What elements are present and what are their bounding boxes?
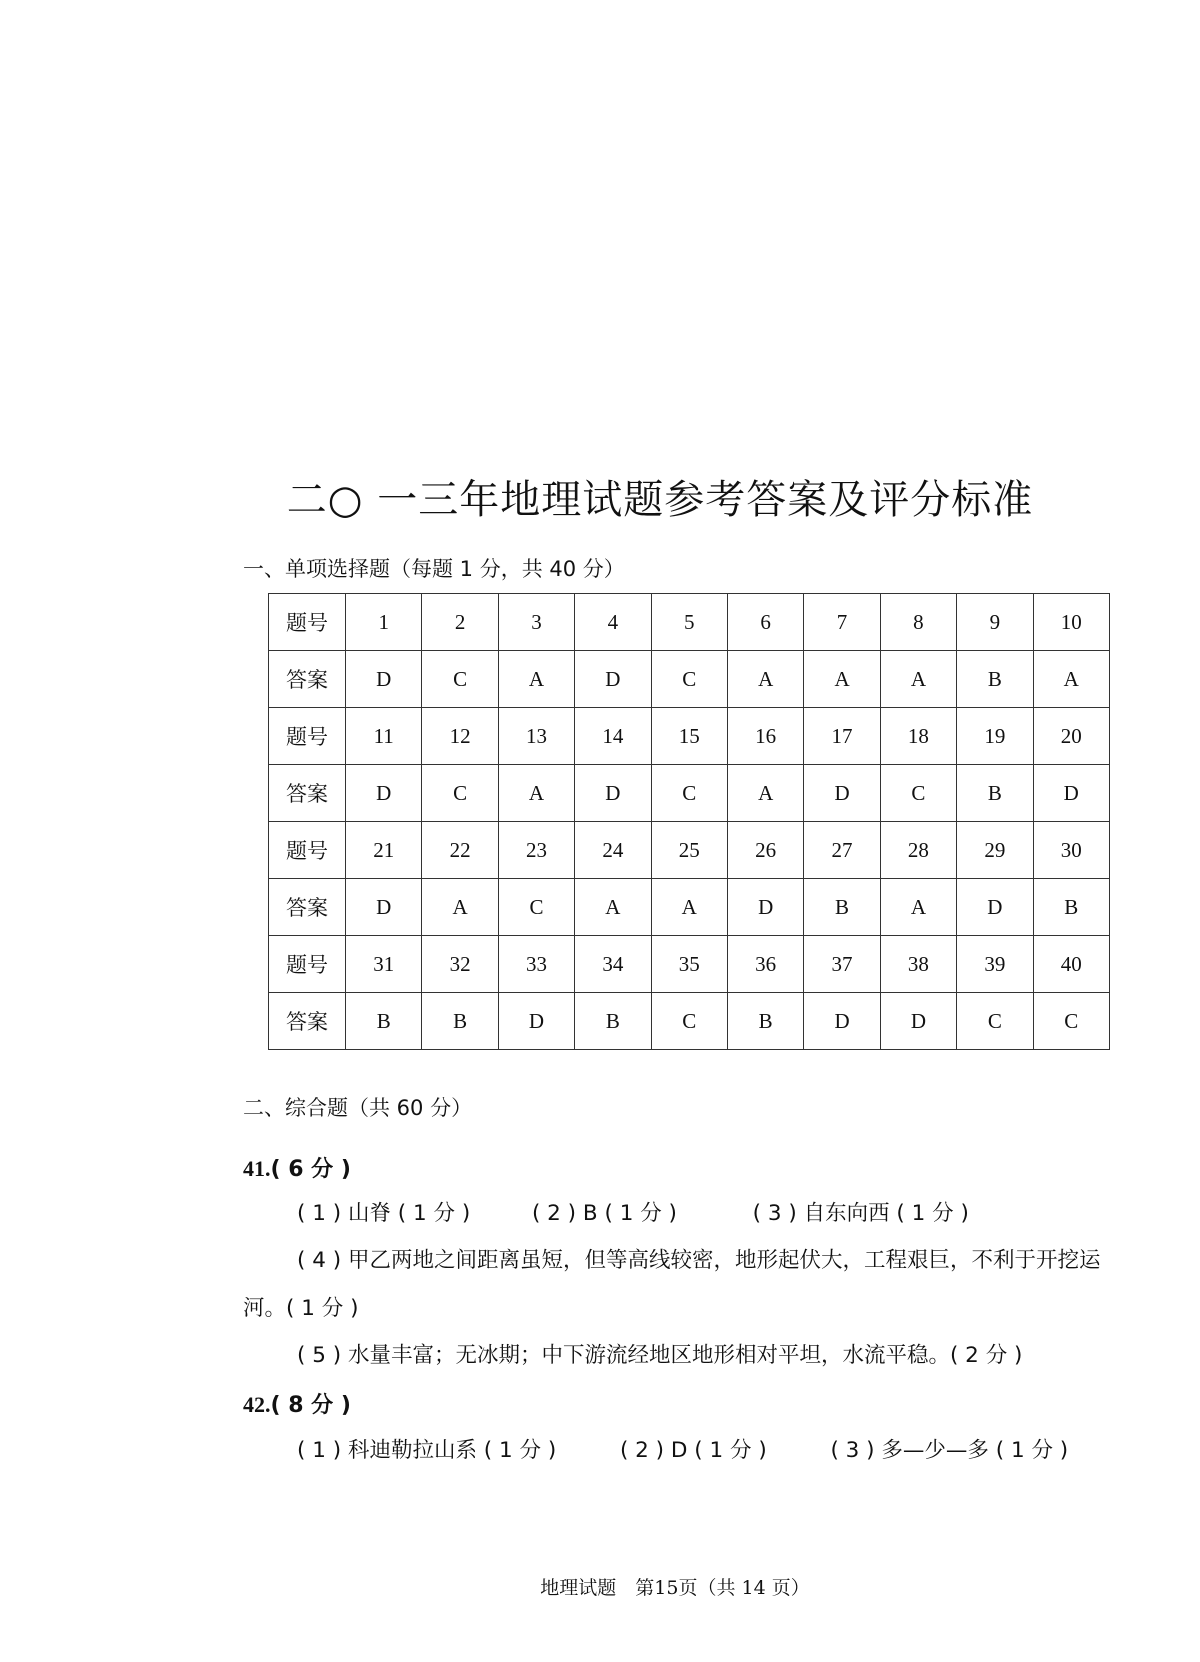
question-number-cell: 32 [422, 936, 498, 993]
answer-table [268, 593, 1110, 1050]
answer-cell: A [880, 651, 956, 708]
question-number-cell: 37 [804, 936, 880, 993]
answer-cell: B [804, 879, 880, 936]
question-number-cell: 40 [1033, 936, 1109, 993]
question-number-cell: 13 [498, 708, 574, 765]
question-number-cell: 25 [651, 822, 727, 879]
answer-cell: B [422, 993, 498, 1050]
question-number-cell: 38 [880, 936, 956, 993]
question-number-label: 题号 [269, 936, 346, 993]
answer-label: 答案 [269, 879, 346, 936]
answer-cell: B [957, 651, 1033, 708]
answer-cell: D [498, 993, 574, 1050]
question-number-cell: 11 [346, 708, 422, 765]
question-41-number: 41. [243, 1156, 271, 1181]
question-number-cell: 2 [422, 594, 498, 651]
page-title: 二○ 一三年地理试题参考答案及评分标准 [286, 477, 1034, 523]
answer-cell: C [1033, 993, 1109, 1050]
q42-answers-row [297, 1433, 1068, 1464]
question-number-cell: 22 [422, 822, 498, 879]
answer-label: 答案 [269, 993, 346, 1050]
answer-cell: D [804, 765, 880, 822]
answer-cell: D [346, 651, 422, 708]
page-footer: 地理试题 第15页（共 14 页） [540, 1577, 810, 1599]
question-number-cell: 14 [575, 708, 651, 765]
answer-cell: A [1033, 651, 1109, 708]
answer-row [269, 651, 1110, 708]
question-41-points: ( 6 分 ) [270, 1157, 351, 1182]
question-number-cell: 18 [880, 708, 956, 765]
question-number-cell: 23 [498, 822, 574, 879]
answer-cell: D [575, 765, 651, 822]
question-number-cell: 7 [804, 594, 880, 651]
answer-cell: C [880, 765, 956, 822]
question-number-cell: 30 [1033, 822, 1109, 879]
question-number-cell: 10 [1033, 594, 1109, 651]
question-number-label: 题号 [269, 594, 346, 651]
question-number-cell: 33 [498, 936, 574, 993]
question-number-cell: 39 [957, 936, 1033, 993]
section-1-heading: 一、单项选择题（每题 1 分，共 40 分） [243, 557, 625, 581]
answer-cell: A [880, 879, 956, 936]
question-42-points: ( 8 分 ) [270, 1393, 351, 1418]
answer-cell: C [422, 765, 498, 822]
q41-answer-1: ( 1 ) 山脊 ( 1 分 ) [297, 1201, 471, 1226]
answer-label: 答案 [269, 651, 346, 708]
question-number-cell: 15 [651, 708, 727, 765]
answer-cell: A [575, 879, 651, 936]
answer-cell: A [727, 765, 803, 822]
section-2-heading: 二、综合题（共 60 分） [243, 1096, 473, 1120]
question-number-cell: 6 [727, 594, 803, 651]
q41-answer-4-line-2: 河。( 1 分 ) [243, 1296, 359, 1321]
question-number-cell: 20 [1033, 708, 1109, 765]
question-number-cell: 3 [498, 594, 574, 651]
answer-cell: C [498, 879, 574, 936]
question-number-cell: 16 [727, 708, 803, 765]
answer-cell: A [727, 651, 803, 708]
question-number-cell: 24 [575, 822, 651, 879]
answer-cell: C [957, 993, 1033, 1050]
q41-answer-5: ( 5 ) 水量丰富；无冰期；中下游流经地区地形相对平坦，水流平稳。( 2 分 ) [297, 1343, 1023, 1368]
question-number-cell: 35 [651, 936, 727, 993]
answer-cell: D [346, 765, 422, 822]
answer-cell: B [1033, 879, 1109, 936]
question-42-title [243, 1388, 351, 1419]
question-number-cell: 12 [422, 708, 498, 765]
answer-cell: C [651, 651, 727, 708]
question-number-cell: 5 [651, 594, 727, 651]
question-number-cell: 17 [804, 708, 880, 765]
question-number-cell: 28 [880, 822, 956, 879]
answer-cell: D [1033, 765, 1109, 822]
question-number-cell: 26 [727, 822, 803, 879]
q42-answer-1: ( 1 ) 科迪勒拉山系 ( 1 分 ) [297, 1438, 557, 1463]
answer-cell: D [575, 651, 651, 708]
question-number-cell: 4 [575, 594, 651, 651]
answer-cell: C [422, 651, 498, 708]
answer-cell: B [346, 993, 422, 1050]
question-number-cell: 8 [880, 594, 956, 651]
answer-cell: A [651, 879, 727, 936]
q41-answers-row [297, 1196, 969, 1227]
answer-cell: A [498, 765, 574, 822]
question-number-label: 题号 [269, 708, 346, 765]
answer-cell: A [422, 879, 498, 936]
answer-cell: D [957, 879, 1033, 936]
answer-cell: D [804, 993, 880, 1050]
question-number-cell: 34 [575, 936, 651, 993]
answer-cell: B [957, 765, 1033, 822]
answer-cell: D [880, 993, 956, 1050]
question-number-row [269, 822, 1110, 879]
q42-answer-3: ( 3 ) 多—少—多 ( 1 分 ) [830, 1438, 1069, 1463]
q42-answer-2: ( 2 ) D ( 1 分 ) [619, 1438, 767, 1463]
answer-cell: D [727, 879, 803, 936]
answer-cell: A [498, 651, 574, 708]
q41-answer-3: ( 3 ) 自东向西 ( 1 分 ) [752, 1201, 969, 1226]
answer-cell: D [346, 879, 422, 936]
question-number-cell: 1 [346, 594, 422, 651]
answer-row [269, 993, 1110, 1050]
answer-row [269, 879, 1110, 936]
answer-cell: B [727, 993, 803, 1050]
answer-table-body [269, 594, 1110, 1050]
question-number-row [269, 708, 1110, 765]
question-number-row [269, 594, 1110, 651]
question-number-cell: 29 [957, 822, 1033, 879]
q41-answer-4-line-1: ( 4 ) 甲乙两地之间距离虽短，但等高线较密，地形起伏大，工程艰巨，不利于开挖运 [297, 1248, 1101, 1273]
question-number-cell: 9 [957, 594, 1033, 651]
question-number-row [269, 936, 1110, 993]
answer-label: 答案 [269, 765, 346, 822]
question-number-cell: 27 [804, 822, 880, 879]
q41-answer-2: ( 2 ) B ( 1 分 ) [531, 1201, 677, 1226]
question-number-cell: 19 [957, 708, 1033, 765]
answer-row [269, 765, 1110, 822]
answer-cell: C [651, 765, 727, 822]
question-number-label: 题号 [269, 822, 346, 879]
question-number-cell: 31 [346, 936, 422, 993]
answer-cell: B [575, 993, 651, 1050]
question-41-title [243, 1152, 351, 1183]
question-number-cell: 36 [727, 936, 803, 993]
question-42-number: 42. [243, 1392, 271, 1417]
answer-cell: A [804, 651, 880, 708]
question-number-cell: 21 [346, 822, 422, 879]
answer-cell: C [651, 993, 727, 1050]
